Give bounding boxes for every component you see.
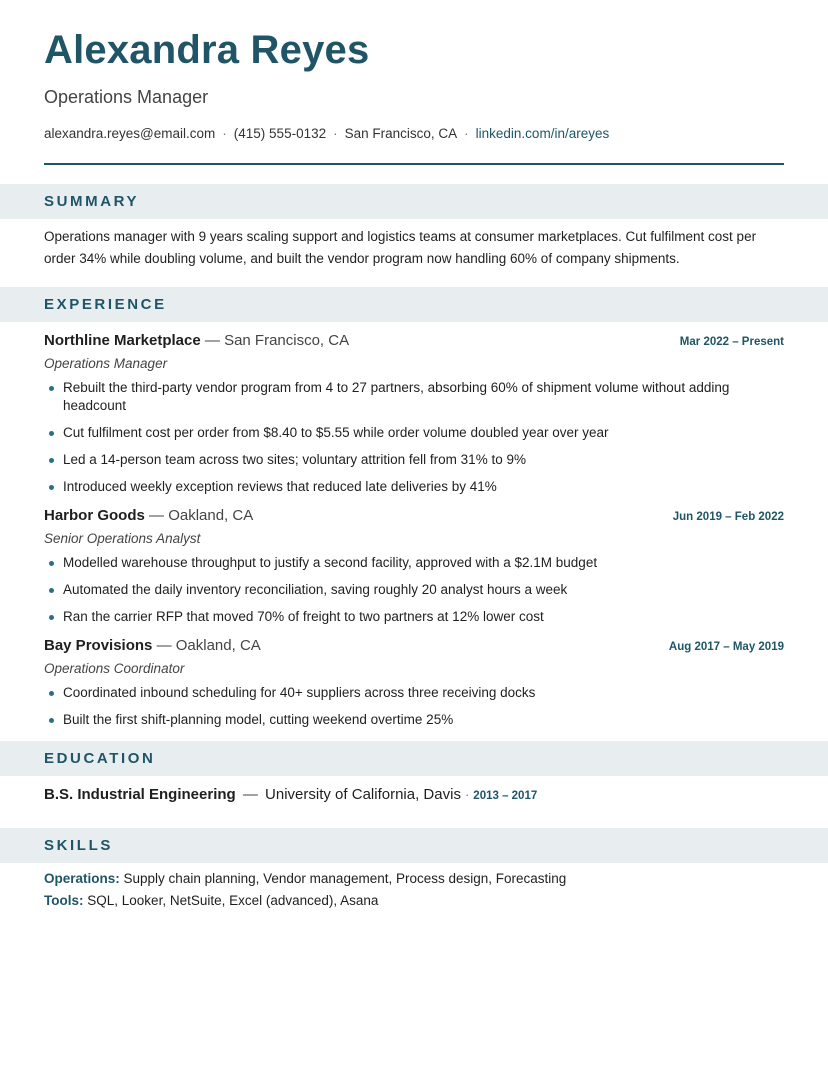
- bullet-dot-icon: [49, 691, 54, 696]
- education-separator: ·: [464, 787, 470, 802]
- job-role: Operations Coordinator: [44, 661, 185, 676]
- job-bullets: [44, 379, 784, 496]
- job-entry: [44, 505, 784, 626]
- bullet-dot-icon: [49, 561, 54, 566]
- skill-items: SQL, Looker, NetSuite, Excel (advanced), Asana: [87, 893, 379, 908]
- resume-header: [0, 0, 828, 143]
- job-dates: Jun 2019 – Feb 2022: [672, 511, 784, 523]
- job-location: Oakland, CA: [168, 507, 254, 524]
- bullet-dot-icon: [49, 718, 54, 723]
- contact-email[interactable]: alexandra.reyes@email.com: [44, 126, 216, 141]
- skill-group: [44, 868, 784, 890]
- job-bullets: [44, 554, 784, 626]
- job-bullet-text: Ran the carrier RFP that moved 70% of freight to two partners at 12% lower cost: [63, 609, 544, 624]
- job-dates: Mar 2022 – Present: [679, 336, 784, 348]
- section-heading-experience: EXPERIENCE: [0, 287, 828, 322]
- experience-list: [0, 330, 828, 729]
- education-school: University of California, Davis: [265, 786, 461, 803]
- bullet-dot-icon: [49, 615, 54, 620]
- job-bullet-text: Rebuilt the third-party vendor program from 4 to 27 partners, absorbing 60% of shipment volume without adding headcount: [63, 380, 730, 413]
- job-bullet: [44, 451, 784, 469]
- job-bullet: [44, 581, 784, 599]
- job-role: Senior Operations Analyst: [44, 531, 201, 546]
- job-location: San Francisco, CA: [224, 332, 350, 349]
- job-bullet-text: Modelled warehouse throughput to justify a second facility, approved with a $2.1M budget: [63, 555, 598, 570]
- job-dates: Aug 2017 – May 2019: [668, 641, 784, 653]
- skill-category: Operations:: [44, 871, 120, 886]
- job-header: [44, 635, 784, 657]
- candidate-title: Operations Manager: [44, 87, 209, 107]
- job-entry: [44, 635, 784, 729]
- job-bullet: [44, 684, 784, 702]
- job-dash: —: [204, 332, 220, 349]
- contact-separator: ·: [333, 126, 338, 141]
- contact-location: San Francisco, CA: [344, 126, 458, 141]
- bullet-dot-icon: [49, 485, 54, 490]
- job-location: Oakland, CA: [175, 637, 261, 654]
- education-dates: 2013 – 2017: [473, 790, 538, 802]
- bullet-dot-icon: [49, 386, 54, 391]
- contact-separator: ·: [464, 126, 469, 141]
- job-bullet: [44, 711, 784, 729]
- job-bullet: [44, 554, 784, 572]
- job-header: [44, 505, 784, 527]
- summary-text: Operations manager with 9 years scaling support and logistics teams at consumer marketplaces. Cut fulfilment cost per order 34% while doubling volume, and built the vendor program now handling 60% of company shipments.: [44, 229, 757, 266]
- contact-phone: (415) 555-0132: [233, 126, 327, 141]
- job-company: Bay Provisions: [44, 637, 153, 654]
- job-bullets: [44, 684, 784, 729]
- job-bullet-text: Cut fulfilment cost per order from $8.40 to $5.55 while order volume doubled year over year: [63, 425, 609, 440]
- job-entry: [44, 330, 784, 496]
- job-bullet-text: Built the first shift-planning model, cutting weekend overtime 25%: [63, 712, 454, 727]
- contact-separator: ·: [222, 126, 227, 141]
- contact-line: [44, 125, 784, 143]
- job-bullet-text: Introduced weekly exception reviews that reduced late deliveries by 41%: [63, 479, 497, 494]
- bullet-dot-icon: [49, 458, 54, 463]
- job-role: Operations Manager: [44, 356, 168, 371]
- job-header: [44, 330, 784, 352]
- education-degree: B.S. Industrial Engineering: [44, 786, 236, 803]
- education-entry: [0, 785, 828, 806]
- job-bullet-text: Automated the daily inventory reconciliation, saving roughly 20 analyst hours a week: [63, 582, 568, 597]
- skill-category: Tools:: [44, 893, 84, 908]
- job-bullet: [44, 379, 784, 415]
- job-bullet: [44, 424, 784, 442]
- job-dash: —: [156, 637, 172, 654]
- job-company: Harbor Goods: [44, 507, 145, 524]
- section-heading-summary: SUMMARY: [0, 184, 828, 219]
- job-bullet: [44, 608, 784, 626]
- section-heading-skills: SKILLS: [0, 828, 828, 863]
- section-heading-education: EDUCATION: [0, 741, 828, 776]
- education-dash: —: [242, 786, 258, 803]
- job-bullet-text: Coordinated inbound scheduling for 40+ suppliers across three receiving docks: [63, 685, 536, 700]
- header-divider: [44, 163, 784, 165]
- job-bullet: [44, 478, 784, 496]
- bullet-dot-icon: [49, 588, 54, 593]
- skills-list: [0, 868, 828, 912]
- bullet-dot-icon: [49, 431, 54, 436]
- linkedin-link[interactable]: linkedin.com/in/areyes: [475, 126, 610, 141]
- job-dash: —: [149, 507, 165, 524]
- candidate-name: Alexandra Reyes: [44, 28, 370, 72]
- skill-items: Supply chain planning, Vendor management, Process design, Forecasting: [123, 871, 567, 886]
- skill-group: [44, 890, 784, 912]
- job-company: Northline Marketplace: [44, 332, 201, 349]
- job-bullet-text: Led a 14-person team across two sites; voluntary attrition fell from 31% to 9%: [63, 452, 526, 467]
